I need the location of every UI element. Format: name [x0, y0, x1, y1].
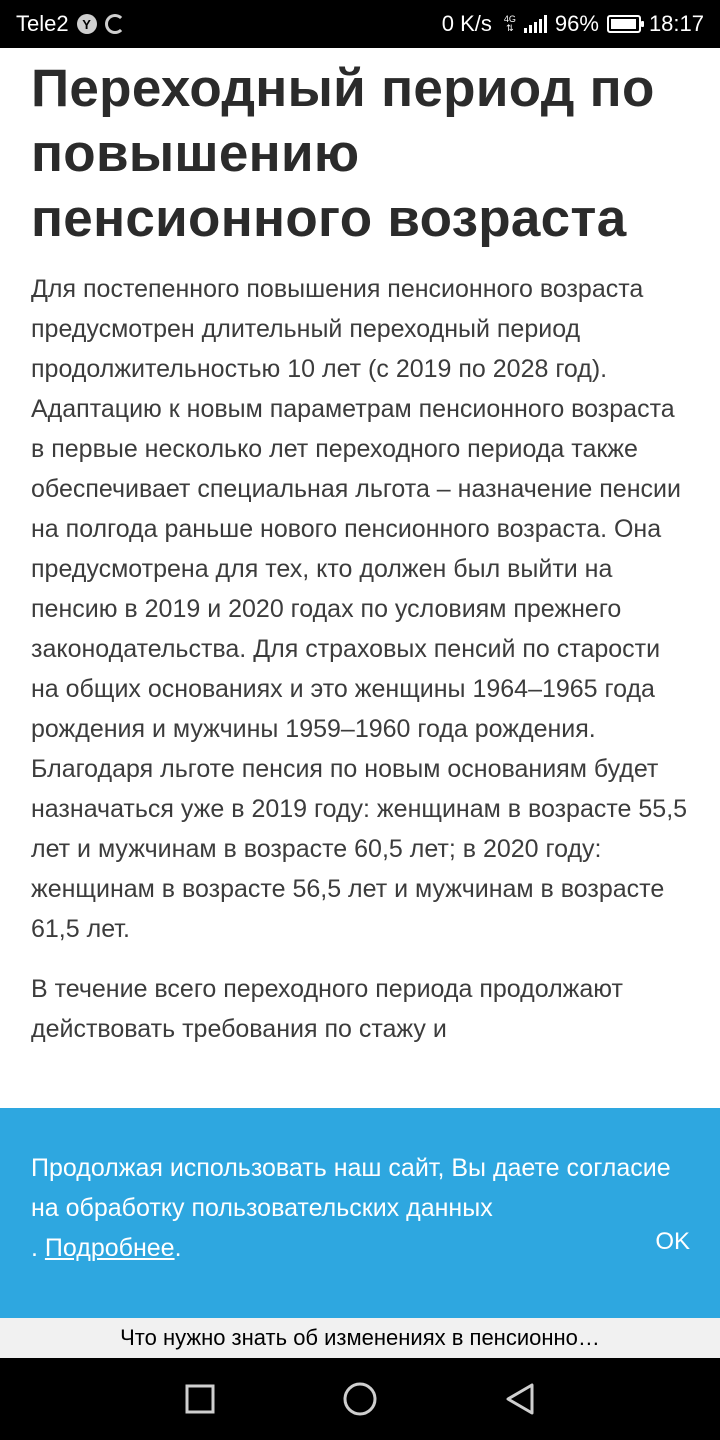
page-title-strip[interactable]	[0, 1318, 720, 1358]
cookie-consent-banner	[0, 1108, 720, 1318]
cookie-consent-text	[31, 1148, 691, 1268]
data-arrows-icon: ⇅	[506, 23, 514, 33]
loading-icon	[105, 14, 125, 34]
page-title-text: Что нужно знать об изменениях в пенсионно…	[120, 1325, 600, 1350]
status-bar-left	[16, 11, 125, 37]
cookie-suffix: .	[174, 1234, 182, 1262]
network-type-label: 4G	[503, 14, 516, 24]
article-paragraph: В течение всего переходного периода продолжают действовать требования по стажу и	[31, 975, 623, 1043]
cookie-ok-button[interactable]: OK	[655, 1228, 690, 1255]
recents-square-icon	[184, 1383, 216, 1415]
signal-icon	[524, 15, 547, 33]
network-type	[504, 15, 516, 33]
cookie-prefix: .	[31, 1234, 45, 1262]
article-title: Переходный период по повышению пенсионного возраста	[31, 59, 655, 248]
battery-icon	[607, 15, 641, 33]
more-info-link[interactable]: Подробнее	[44, 1234, 175, 1262]
home-button[interactable]	[340, 1379, 380, 1419]
status-bar-right	[442, 11, 704, 37]
yandex-icon: Y	[77, 14, 97, 34]
back-triangle-icon	[504, 1382, 536, 1416]
battery-percent: 96%	[554, 11, 599, 36]
article	[31, 48, 691, 1049]
status-bar	[0, 0, 720, 48]
navigation-bar	[0, 1358, 720, 1440]
network-speed: 0 K/s	[441, 11, 492, 36]
cookie-message: Продолжая использовать наш сайт, Вы даете согласие на обработку пользовательских данных	[31, 1154, 671, 1222]
carrier-label: Tele2	[16, 11, 69, 36]
recents-button[interactable]	[180, 1379, 220, 1419]
clock: 18:17	[648, 11, 704, 36]
home-circle-icon	[342, 1381, 378, 1417]
battery-fill	[611, 19, 636, 29]
back-button[interactable]	[500, 1379, 540, 1419]
article-paragraph: Для постепенного повышения пенсионного возраста предусмотрен длительный переходный период продолжительностью 10 лет (с 2019 по 2028 год). Адаптацию к новым параметрам пенсионного возраста в первые несколько лет переходного периода также обеспечивает специальная льгота – назначение пенсии на полгода раньше нового пенсионного возраста. Она предусмотрена для тех, кто должен был выйти на пенсию в 2019 и 2020 годах по условиям прежнего законодательства. Для страховых пенсий по старости на общих основаниях и это женщины 1964–1965 года рождения и мужчины 1959–1960 года рождения. Благодаря льготе пенсия по новым основаниям будет назначаться уже в 2019 году: женщинам в возрасте 55,5 лет и мужчинам в возрасте 60,5 лет; в 2020 году: женщинам в возрасте 56,5 лет и мужчинам в возрасте 61,5 лет.	[31, 275, 688, 943]
